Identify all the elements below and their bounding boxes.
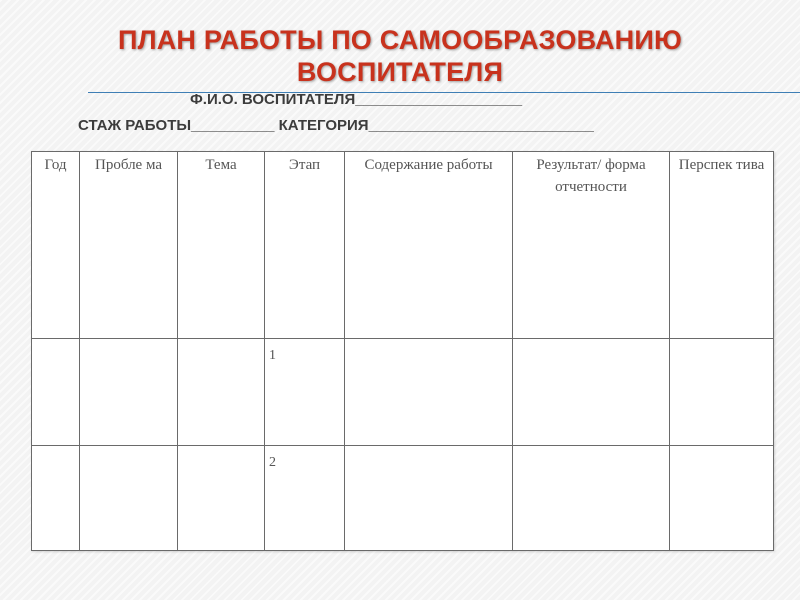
header-stage: Этап — [265, 152, 345, 339]
header-problem: Пробле ма — [80, 152, 178, 339]
header-work-content: Содержание работы — [345, 152, 513, 339]
table-header-row — [32, 152, 774, 339]
table-cell-work-content[interactable] — [345, 446, 513, 551]
experience-category-field: СТАЖ РАБОТЫ__________ КАТЕГОРИЯ___________________________ — [78, 117, 594, 134]
page-title-line-1: ПЛАН РАБОТЫ ПО САМООБРАЗОВАНИЮ — [117, 25, 683, 55]
table-row — [32, 339, 774, 446]
table-cell-prospects[interactable] — [670, 339, 774, 446]
page-title-line-2: ВОСПИТАТЕЛЯ — [296, 57, 504, 87]
table-cell-topic[interactable] — [178, 339, 265, 446]
table-row — [32, 446, 774, 551]
header-year: Год — [32, 152, 80, 339]
table-cell-result-form[interactable] — [513, 339, 670, 446]
table-cell-prospects[interactable] — [670, 446, 774, 551]
header-topic: Тема — [178, 152, 265, 339]
plan-table — [31, 151, 774, 551]
table-cell-work-content[interactable] — [345, 339, 513, 446]
header-result-form: Результат/ форма отчетности — [513, 152, 670, 339]
table-cell-result-form[interactable] — [513, 446, 670, 551]
table-cell-stage[interactable]: 2 — [265, 446, 345, 551]
fio-field: Ф.И.О. ВОСПИТАТЕЛЯ____________________ — [190, 91, 523, 108]
plan-table-container — [31, 151, 773, 550]
header-prospects: Перспек тива — [670, 152, 774, 339]
table-cell-topic[interactable] — [178, 446, 265, 551]
table-cell-problem[interactable] — [80, 446, 178, 551]
table-cell-stage[interactable]: 1 — [265, 339, 345, 446]
table-cell-problem[interactable] — [80, 339, 178, 446]
table-cell-year[interactable] — [32, 446, 80, 551]
page-title — [0, 24, 800, 88]
table-cell-year[interactable] — [32, 339, 80, 446]
